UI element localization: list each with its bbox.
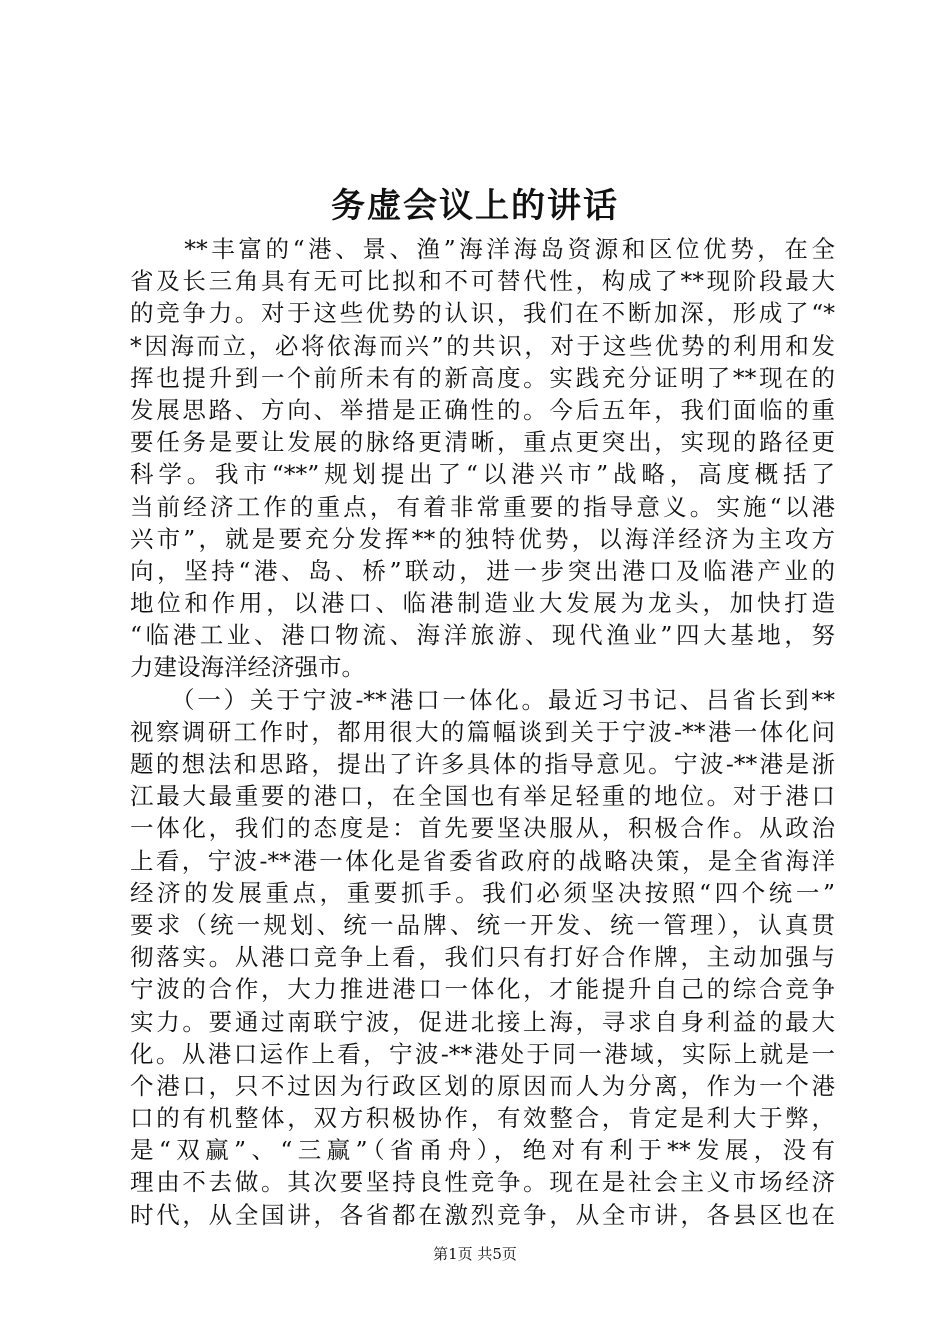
text-line: 的竞争力。对于这些优势的认识，我们在不断加深，形成了“* [130, 299, 835, 328]
text-line: 当前经济工作的重点，有着非常重要的指导意义。实施“以港 [130, 492, 835, 521]
text-line: *因海而立，必将依海而兴”的共识，对于这些优势的利用和发 [130, 331, 835, 360]
text-line: 兴市”，就是要充分发挥**的独特优势，以海洋经济为主攻方 [130, 524, 835, 553]
document-title: 务虚会议上的讲话 [331, 186, 619, 226]
text-line: 化。从港口运作上看，宁波-**港处于同一港域，实际上就是一 [130, 1039, 835, 1068]
text-line: 题的想法和思路，提出了许多具体的指导意见。宁波-**港是浙 [130, 750, 835, 778]
text-line: 科学。我市“**”规划提出了“以港兴市”战略，高度概括了 [130, 460, 835, 489]
document-body [130, 233, 835, 1231]
text-line: 向，坚持“港、岛、桥”联动，进一步突出港口及临港产业的 [130, 556, 835, 585]
text-line: “临港工业、港口物流、海洋旅游、现代渔业”四大基地，努 [130, 621, 835, 650]
text-line: 是“双赢”、“三赢”（省甬舟），绝对有利于**发展，没有 [130, 1136, 835, 1165]
text-line: 实力。要通过南联宁波，促进北接上海，寻求自身利益的最大 [130, 1007, 835, 1036]
text-line: 视察调研工作时，都用很大的篇幅谈到关于宁波-**港一体化问 [130, 717, 835, 746]
text-line: 力建设海洋经济强市。 [130, 653, 365, 682]
text-line: 经济的发展重点，重要抓手。我们必须坚决按照“四个统一” [130, 878, 835, 907]
text-line: 时代，从全国讲，各省都在激烈竞争，从全市讲，各县区也在 [130, 1200, 835, 1229]
text-line: 挥也提升到一个前所未有的新高度。实践充分证明了**现在的 [130, 363, 835, 392]
text-line: （一）关于宁波-**港口一体化。最近习书记、吕省长到** [130, 685, 835, 714]
text-line: 理由不去做。其次要坚持良性竞争。现在是社会主义市场经济 [130, 1168, 835, 1197]
page-footer: 第1页 共5页 [433, 1245, 517, 1263]
text-line: 省及长三角具有无可比拟和不可替代性，构成了**现阶段最大 [130, 267, 835, 296]
text-line: 宁波的合作，大力推进港口一体化，才能提升自己的综合竞争 [130, 975, 835, 1004]
text-line: 个港口，只不过因为行政区划的原因而人为分离，作为一个港 [130, 1071, 835, 1100]
text-line: 一体化，我们的态度是：首先要坚决服从，积极合作。从政治 [130, 814, 835, 843]
text-line: 要求（统一规划、统一品牌、统一开发、统一管理），认真贯 [130, 910, 835, 939]
text-line: 地位和作用，以港口、临港制造业大发展为龙头，加快打造 [130, 589, 835, 618]
text-line: 要任务是要让发展的脉络更清晰，重点更突出，实现的路径更 [130, 428, 835, 457]
text-line: 上看，宁波-**港一体化是省委省政府的战略决策，是全省海洋 [130, 846, 835, 875]
text-line: **丰富的“港、景、渔”海洋海岛资源和区位优势，在全 [130, 235, 835, 263]
text-line: 彻落实。从港口竞争上看，我们只有打好合作牌，主动加强与 [130, 943, 835, 972]
text-line: 口的有机整体，双方积极协作，有效整合，肯定是利大于弊， [130, 1104, 835, 1133]
text-line: 江最大最重要的港口，在全国也有举足轻重的地位。对于港口 [130, 782, 835, 811]
text-line: 发展思路、方向、举措是正确性的。今后五年，我们面临的重 [130, 395, 835, 424]
